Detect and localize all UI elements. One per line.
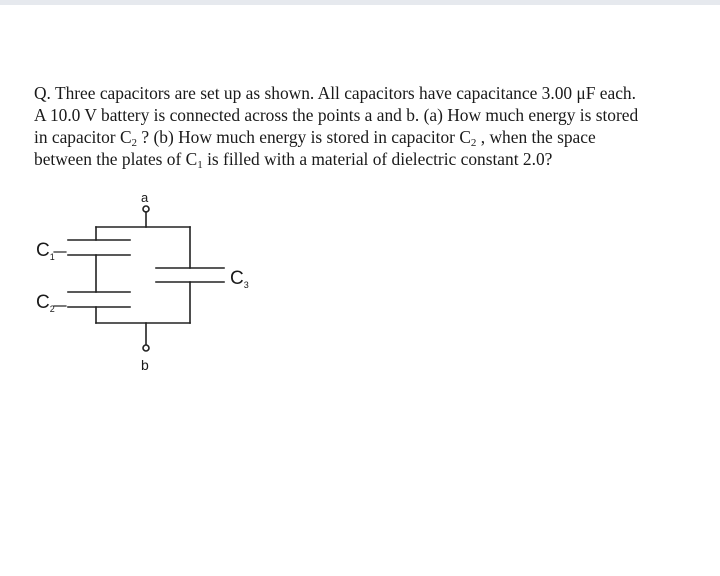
label-c2: $C_2$ xyxy=(36,292,55,314)
circuit-diagram xyxy=(20,185,280,380)
question-line-1: Q. Three capacitors are set up as shown. All capacitors have capacitance 3.00 μF each. xyxy=(34,83,636,103)
question-text xyxy=(34,82,700,170)
terminal-a xyxy=(143,206,149,212)
question-line-2: A 10.0 V battery is connected across the points a and b. (a) How much energy is stored xyxy=(34,105,639,125)
label-c3: $C_3$ xyxy=(230,268,249,290)
label-b: b xyxy=(141,357,149,373)
question-line-4: between the plates of $C_1$ is filled with a material of dielectric constant 2.0? xyxy=(34,149,553,171)
question-line-3: in capacitor $C_2$ ? (b) How much energy is stored in capacitor $C_2$ , when the space xyxy=(34,127,596,149)
label-a: a xyxy=(141,190,149,205)
label-c1: $C_1$ xyxy=(36,240,55,262)
terminal-b xyxy=(143,345,149,351)
top-bar xyxy=(0,0,720,5)
